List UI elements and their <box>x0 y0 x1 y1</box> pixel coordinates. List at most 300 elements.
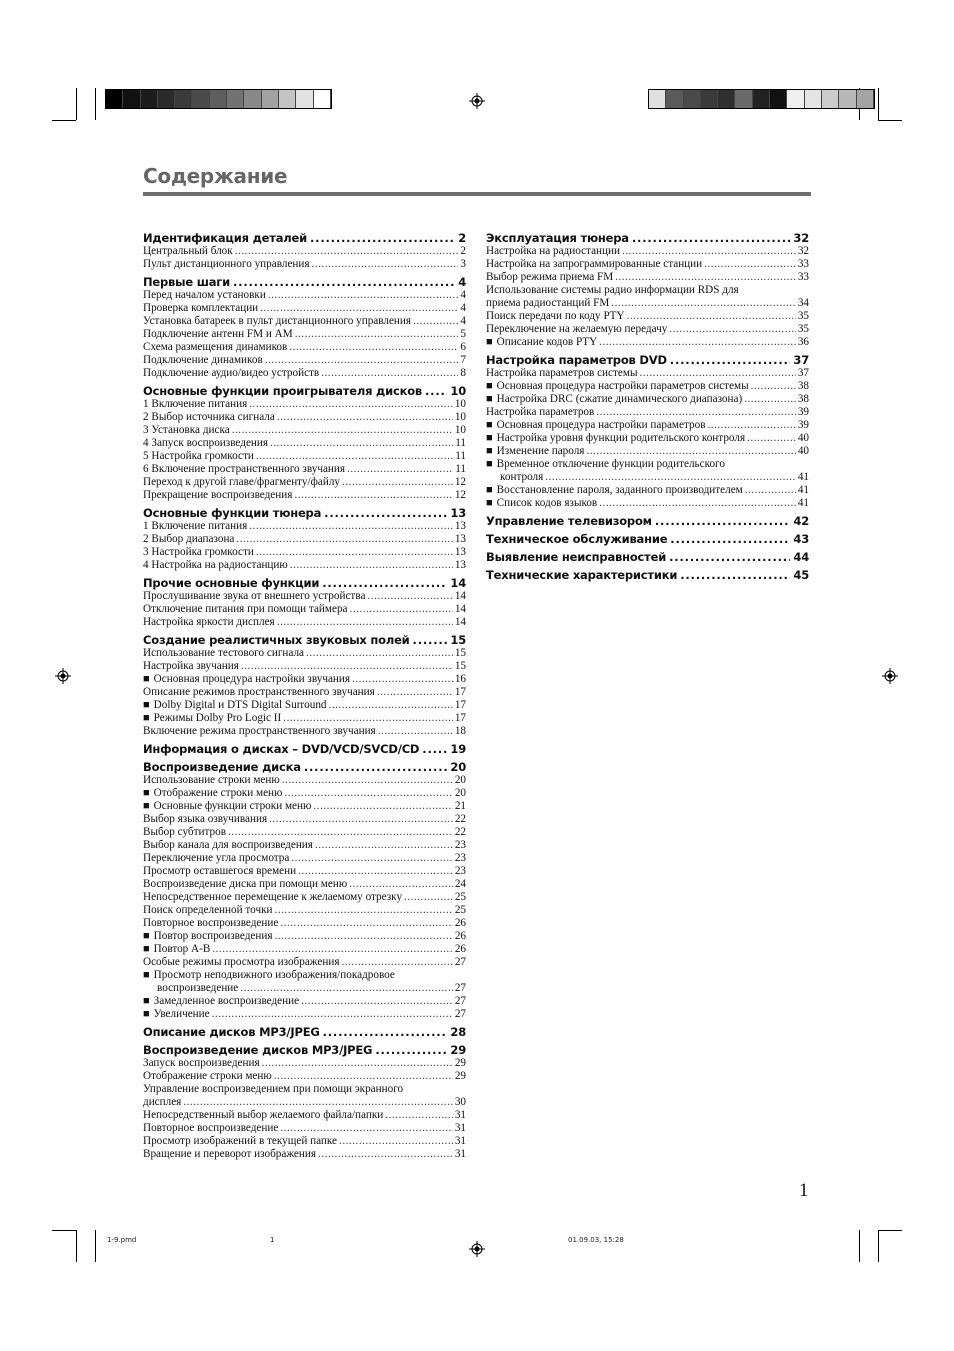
toc-entry-label <box>143 943 210 956</box>
toc-entry-label <box>486 323 667 336</box>
toc-section-title: Информация о дисках – DVD/VCD/SVCD/CD <box>143 742 420 756</box>
toc-entry-label <box>486 445 584 458</box>
toc-entry-label <box>143 603 348 616</box>
toc-section-title: Первые шаги <box>143 275 230 289</box>
color-swatch <box>770 90 787 108</box>
toc-page-number: 28 <box>450 1025 466 1039</box>
dot-leader <box>744 393 796 406</box>
toc-section-heading <box>143 384 466 398</box>
toc-entry <box>143 787 466 800</box>
toc-entry-label <box>143 258 310 271</box>
square-bullet-icon: ■ <box>143 1008 150 1020</box>
toc-entry-text: Временное отключение функции родительского <box>496 458 725 470</box>
toc-entry <box>486 445 809 458</box>
toc-entry-text: Проверка комплектации <box>143 302 259 314</box>
toc-entry-text: Отключение питания при помощи таймера <box>143 603 348 615</box>
toc-entry <box>143 546 466 559</box>
dot-leader <box>586 445 795 458</box>
color-swatch <box>296 90 313 108</box>
toc-page-number: 35 <box>797 323 809 335</box>
toc-entry-text: Настройка на запрограммированные станции <box>486 258 703 270</box>
toc-entry <box>143 302 466 315</box>
toc-entry <box>143 315 466 328</box>
dot-leader <box>378 725 453 738</box>
toc-section-heading <box>143 742 466 756</box>
toc-entry-text: Воспроизведение диска при помощи меню <box>143 878 348 890</box>
toc-page-number: 15 <box>450 633 466 647</box>
toc-entry-line <box>143 1083 466 1096</box>
toc-entry-text: Центральный блок <box>143 245 233 257</box>
dot-leader <box>235 245 459 258</box>
toc-page-number: 10 <box>450 384 466 398</box>
toc-entry <box>143 774 466 787</box>
dot-leader <box>183 1096 452 1109</box>
footer-file: 1-9.pmd <box>107 1236 137 1244</box>
toc-entry <box>143 367 466 380</box>
registration-mark-icon <box>882 668 898 684</box>
toc-page-number: 23 <box>454 865 466 877</box>
toc-page-number: 14 <box>450 576 466 590</box>
toc-page-number: 38 <box>797 380 809 392</box>
toc-entry <box>486 406 809 419</box>
toc-entry <box>486 432 809 445</box>
toc-entry-text: 2 Выбор диапазона <box>143 533 235 545</box>
toc-page-number: 5 <box>460 328 466 340</box>
square-bullet-icon: ■ <box>143 930 150 942</box>
toc-section-title: Основные функции проигрывателя дисков <box>143 384 422 398</box>
toc-entry-text: Основные функции строки меню <box>153 800 312 812</box>
toc-entry-label <box>486 497 597 510</box>
toc-page-number: 17 <box>454 699 466 711</box>
toc-entry <box>143 245 466 258</box>
toc-page-number: 13 <box>454 559 466 571</box>
toc-page-number: 2 <box>460 245 466 257</box>
color-calibration-bar-right <box>648 89 875 109</box>
toc-entry-text: Увеличение <box>153 1008 210 1020</box>
toc-page-number: 38 <box>797 393 809 405</box>
toc-entry-line <box>486 284 809 297</box>
dot-leader <box>268 289 459 302</box>
toc-entry-text: Настройка параметров системы <box>486 367 638 379</box>
toc-page-number: 18 <box>454 725 466 737</box>
toc-page-number: 8 <box>460 367 466 379</box>
toc-entry-text: Повтор воспроизведения <box>153 930 273 942</box>
toc-entry <box>486 336 809 349</box>
dot-leader <box>670 353 791 367</box>
dot-leader <box>669 323 795 336</box>
color-swatch <box>210 90 227 108</box>
dot-leader <box>377 686 453 699</box>
toc-entry <box>143 686 466 699</box>
toc-entry <box>143 826 466 839</box>
dot-leader <box>283 712 453 725</box>
toc-page-number: 27 <box>454 982 466 994</box>
toc-entry-text: Переключение на желаемую передачу <box>486 323 668 335</box>
toc-section-heading <box>143 231 466 245</box>
color-swatch <box>701 90 718 108</box>
toc-entry-text: Непосредственный выбор желаемого файла/папки <box>143 1109 384 1121</box>
dot-leader <box>275 904 453 917</box>
toc-page-number: 27 <box>454 956 466 968</box>
toc-entry-text: 3 Настройка громкости <box>143 546 254 558</box>
toc-entry-label <box>143 712 281 725</box>
toc-entry-label <box>143 520 247 533</box>
crop-mark <box>878 1230 902 1231</box>
toc-section-title: Технические характеристики <box>486 568 678 582</box>
dot-leader <box>295 328 459 341</box>
toc-entry-label <box>143 865 296 878</box>
dot-leader <box>375 1043 447 1057</box>
toc-entry-text: Подключение антенн FM и AM <box>143 328 293 340</box>
color-swatch <box>787 90 804 108</box>
toc-entry <box>143 725 466 738</box>
toc-page-number: 24 <box>454 878 466 890</box>
toc-entry-text: Переход к другой главе/фрагменту/файлу <box>143 476 340 488</box>
toc-page-number: 26 <box>454 917 466 929</box>
dot-leader <box>240 982 453 995</box>
toc-entry-label <box>486 380 749 393</box>
dot-leader <box>627 310 796 323</box>
registration-mark-icon <box>469 93 485 109</box>
toc-entry <box>143 800 466 813</box>
dot-leader <box>212 943 452 956</box>
toc-page-number: 14 <box>454 616 466 628</box>
toc-entry <box>143 489 466 502</box>
toc-entry <box>486 497 809 510</box>
dot-leader <box>349 878 453 891</box>
color-swatch <box>158 90 175 108</box>
toc-page-number: 3 <box>460 258 466 270</box>
color-swatch <box>141 90 158 108</box>
toc-entry-text: Описание кодов PTY <box>496 336 598 348</box>
toc-entry-label <box>143 930 273 943</box>
square-bullet-icon: ■ <box>486 445 493 457</box>
toc-entry-text: Восстановление пароля, заданного производителем <box>496 484 743 496</box>
square-bullet-icon: ■ <box>143 712 150 724</box>
square-bullet-icon: ■ <box>143 673 150 685</box>
toc-section-title: Идентификация деталей <box>143 231 307 245</box>
toc-entry <box>143 258 466 271</box>
square-bullet-icon: ■ <box>486 336 493 348</box>
toc-page-number: 15 <box>454 660 466 672</box>
toc-entry-text: 2 Выбор источника сигнала <box>143 411 275 423</box>
toc-page-number: 42 <box>793 514 809 528</box>
toc-page-number: 40 <box>797 445 809 457</box>
toc-page-number: 4 <box>460 315 466 327</box>
toc-entry-text: Повторное воспроизведение <box>143 917 279 929</box>
toc-entry-label <box>143 450 254 463</box>
toc-page-number: 15 <box>454 647 466 659</box>
toc-entry-label <box>143 245 233 258</box>
toc-entry-text: Настройка параметров <box>486 406 595 418</box>
toc-entry <box>143 398 466 411</box>
color-swatch <box>227 90 244 108</box>
toc-entry-text: 1 Включение питания <box>143 520 248 532</box>
toc-page-number: 31 <box>454 1148 466 1160</box>
toc-section-title: Техническое обслуживание <box>486 532 668 546</box>
toc-page-number: 26 <box>454 930 466 942</box>
toc-entry-text: 5 Настройка громкости <box>143 450 254 462</box>
dot-leader <box>615 271 796 284</box>
toc-page-number: 37 <box>793 353 809 367</box>
toc-entry-label <box>143 995 299 1008</box>
toc-entry-label <box>143 463 345 476</box>
toc-entry-label <box>143 660 239 673</box>
toc-entry-line <box>143 969 466 982</box>
dot-leader <box>212 1008 453 1021</box>
toc-page-number: 31 <box>454 1135 466 1147</box>
toc-entry-label <box>486 484 743 497</box>
toc-entry-label <box>486 258 702 271</box>
toc-entry-label <box>143 826 226 839</box>
dot-leader <box>241 660 453 673</box>
toc-entry-label <box>143 546 254 559</box>
toc-page-number: 27 <box>454 1008 466 1020</box>
dot-leader <box>313 800 452 813</box>
dot-leader <box>290 559 453 572</box>
toc-entry-label <box>143 917 278 930</box>
dot-leader <box>347 463 453 476</box>
color-swatch <box>753 90 770 108</box>
dot-leader <box>596 406 796 419</box>
toc-entry-text: дисплея <box>143 1096 182 1108</box>
dot-leader <box>704 258 796 271</box>
toc-section-title: Управление телевизором <box>486 514 652 528</box>
toc-entry <box>143 673 466 686</box>
square-bullet-icon: ■ <box>486 432 493 444</box>
toc-page-number: 14 <box>454 603 466 615</box>
toc-page-number: 10 <box>454 424 466 436</box>
dot-leader <box>304 760 448 774</box>
toc-entry <box>143 852 466 865</box>
toc-entry-label <box>143 411 275 424</box>
toc-entry-label <box>143 533 234 546</box>
dot-leader <box>323 1025 448 1039</box>
toc-entry-text: Использование системы радио информации RDS для <box>486 284 739 296</box>
toc-page-number: 6 <box>460 341 466 353</box>
toc-entry-label <box>143 787 282 800</box>
toc-entry <box>143 813 466 826</box>
dot-leader <box>324 506 447 520</box>
toc-entry-text: Выбор режима приема FM <box>486 271 614 283</box>
toc-page-number: 23 <box>454 839 466 851</box>
toc-section-heading <box>143 760 466 774</box>
toc-entry-text: Настройка уровня функции родительского контроля <box>496 432 746 444</box>
toc-entry-line <box>486 458 809 471</box>
toc-entry-text: Использование тестового сигнала <box>143 647 305 659</box>
toc-page-number: 19 <box>450 742 466 756</box>
toc-entry-text: Выбор языка озвучивания <box>143 813 268 825</box>
toc-entry-label <box>143 647 304 660</box>
toc-entry-label <box>143 852 289 865</box>
toc-section-heading <box>143 1025 466 1039</box>
dot-leader <box>249 520 453 533</box>
toc-entry-text: Просмотр неподвижного изображения/покадровое <box>153 969 395 981</box>
toc-entry-label <box>143 800 311 813</box>
toc-entry <box>143 559 466 572</box>
toc-entry <box>486 323 809 336</box>
toc-page-number: 16 <box>454 673 466 685</box>
toc-entry <box>143 660 466 673</box>
toc-section-title: Прочие основные функции <box>143 576 320 590</box>
toc-section-heading <box>486 231 809 245</box>
toc-section-title: Воспроизведение дисков MP3/JPEG <box>143 1043 373 1057</box>
toc-entry <box>486 310 809 323</box>
toc-entry-text: Особые режимы просмотра изображения <box>143 956 340 968</box>
crop-mark <box>95 1230 96 1262</box>
toc-entry-text: Просмотр оставшегося времени <box>143 865 297 877</box>
toc-entry <box>143 1122 466 1135</box>
toc-entry-text: Поиск определенной точки <box>143 904 273 916</box>
square-bullet-icon: ■ <box>486 380 493 392</box>
toc-section-title: Эксплуатация тюнера <box>486 231 629 245</box>
toc-entry <box>143 865 466 878</box>
dot-leader <box>277 411 453 424</box>
toc-page-number: 43 <box>793 532 809 546</box>
toc-entry <box>143 1083 466 1109</box>
dot-leader <box>310 231 455 245</box>
toc-entry-text: приема радиостанций FM <box>486 297 610 309</box>
toc-page-number: 13 <box>450 506 466 520</box>
toc-page-number: 11 <box>455 437 466 449</box>
toc-right-column <box>486 231 809 582</box>
toc-page-number: 4 <box>460 302 466 314</box>
toc-entry-text: 3 Установка диска <box>143 424 230 436</box>
crop-mark <box>878 1230 879 1262</box>
square-bullet-icon: ■ <box>143 699 150 711</box>
toc-entry <box>486 419 809 432</box>
color-swatch <box>666 90 683 108</box>
toc-section-heading <box>486 514 809 528</box>
toc-entry-label <box>143 891 402 904</box>
toc-entry-text: Список кодов языков <box>496 497 598 509</box>
toc-section-heading <box>143 1043 466 1057</box>
toc-entry-text: Повторное воспроизведение <box>143 1122 279 1134</box>
dot-leader <box>352 673 453 686</box>
toc-page-number: 13 <box>454 520 466 532</box>
registration-mark-icon <box>469 1241 485 1257</box>
square-bullet-icon: ■ <box>486 497 493 509</box>
toc-page-number: 17 <box>454 686 466 698</box>
square-bullet-icon: ■ <box>143 800 150 812</box>
toc-entry-text: Перед началом установки <box>143 289 266 301</box>
toc-page-number: 41 <box>797 497 809 509</box>
dot-leader <box>404 891 453 904</box>
page-title: Содержание <box>143 164 288 188</box>
toc-page-number: 23 <box>454 852 466 864</box>
dot-leader <box>301 995 453 1008</box>
dot-leader <box>280 917 452 930</box>
toc-entry-label <box>486 271 613 284</box>
crop-mark <box>76 1230 77 1262</box>
color-swatch <box>244 90 261 108</box>
crop-mark <box>52 1230 76 1231</box>
color-swatch <box>123 90 140 108</box>
toc-entry-text: Переключение угла просмотра <box>143 852 290 864</box>
toc-section-title: Описание дисков MP3/JPEG <box>143 1025 320 1039</box>
dot-leader <box>342 476 453 489</box>
dot-leader <box>321 367 458 380</box>
toc-entry-label <box>143 398 247 411</box>
toc-entry-label <box>143 559 288 572</box>
toc-page-number: 35 <box>797 310 809 322</box>
toc-entry-text: Вращение и переворот изображения <box>143 1148 317 1160</box>
toc-section-title: Настройка параметров DVD <box>486 353 667 367</box>
dot-leader <box>260 302 458 315</box>
toc-entry <box>143 1148 466 1161</box>
toc-page-number: 14 <box>454 590 466 602</box>
dot-leader <box>329 699 453 712</box>
toc-page-number: 12 <box>454 476 466 488</box>
toc-page-number: 11 <box>455 450 466 462</box>
color-swatch <box>279 90 296 108</box>
color-swatch <box>684 90 701 108</box>
title-rule <box>143 192 811 196</box>
toc-page-number: 7 <box>460 354 466 366</box>
toc-entry <box>486 367 809 380</box>
toc-entry <box>143 1070 466 1083</box>
dot-leader <box>670 532 790 546</box>
square-bullet-icon: ■ <box>143 969 150 981</box>
toc-entry-label <box>143 315 411 328</box>
toc-page-number: 29 <box>450 1043 466 1057</box>
toc-entry-text: Отображение строки меню <box>153 787 283 799</box>
toc-entry-label <box>143 673 350 686</box>
dot-leader <box>367 590 452 603</box>
dot-leader <box>312 258 459 271</box>
toc-entry-text: Выбор субтитров <box>143 826 226 838</box>
toc-entry-text: 1 Включение питания <box>143 398 248 410</box>
toc-page-number: 4 <box>458 275 466 289</box>
toc-entry-text: Подключение аудио/видео устройств <box>143 367 320 379</box>
dot-leader <box>747 432 796 445</box>
toc-entry-text: Настройка на радиостанции <box>486 245 621 257</box>
toc-entry-label <box>143 1148 316 1161</box>
toc-page-number: 39 <box>797 406 809 418</box>
toc-entry-label <box>486 367 637 380</box>
toc-entry-line <box>143 1096 466 1109</box>
dot-leader <box>270 437 453 450</box>
toc-page-number: 33 <box>797 258 809 270</box>
toc-page-number: 33 <box>797 271 809 283</box>
toc-entry <box>143 424 466 437</box>
color-swatch <box>839 90 856 108</box>
toc-entry <box>143 956 466 969</box>
toc-entry-label <box>143 590 365 603</box>
dot-leader <box>655 514 791 528</box>
toc-entry-line <box>143 982 466 995</box>
toc-section-heading <box>143 275 466 289</box>
toc-entry-text: Основная процедура настройки звучания <box>153 673 351 685</box>
toc-entry-label <box>143 354 263 367</box>
toc-section-heading <box>143 633 466 647</box>
dot-leader <box>413 633 448 647</box>
square-bullet-icon: ■ <box>486 484 493 496</box>
toc-page-number: 45 <box>793 568 809 582</box>
toc-section-heading <box>486 353 809 367</box>
toc-section-title: Воспроизведение диска <box>143 760 301 774</box>
toc-page-number: 13 <box>454 533 466 545</box>
toc-section-title: Основные функции тюнера <box>143 506 322 520</box>
toc-entry-label <box>143 328 293 341</box>
toc-entry-label <box>143 1109 383 1122</box>
toc-page-number: 37 <box>797 367 809 379</box>
page-number: 1 <box>799 1180 809 1201</box>
toc-page-number: 22 <box>454 826 466 838</box>
toc-entry-text: Замедленное воспроизведение <box>153 995 300 1007</box>
color-swatch <box>735 90 752 108</box>
toc-entry <box>143 904 466 917</box>
